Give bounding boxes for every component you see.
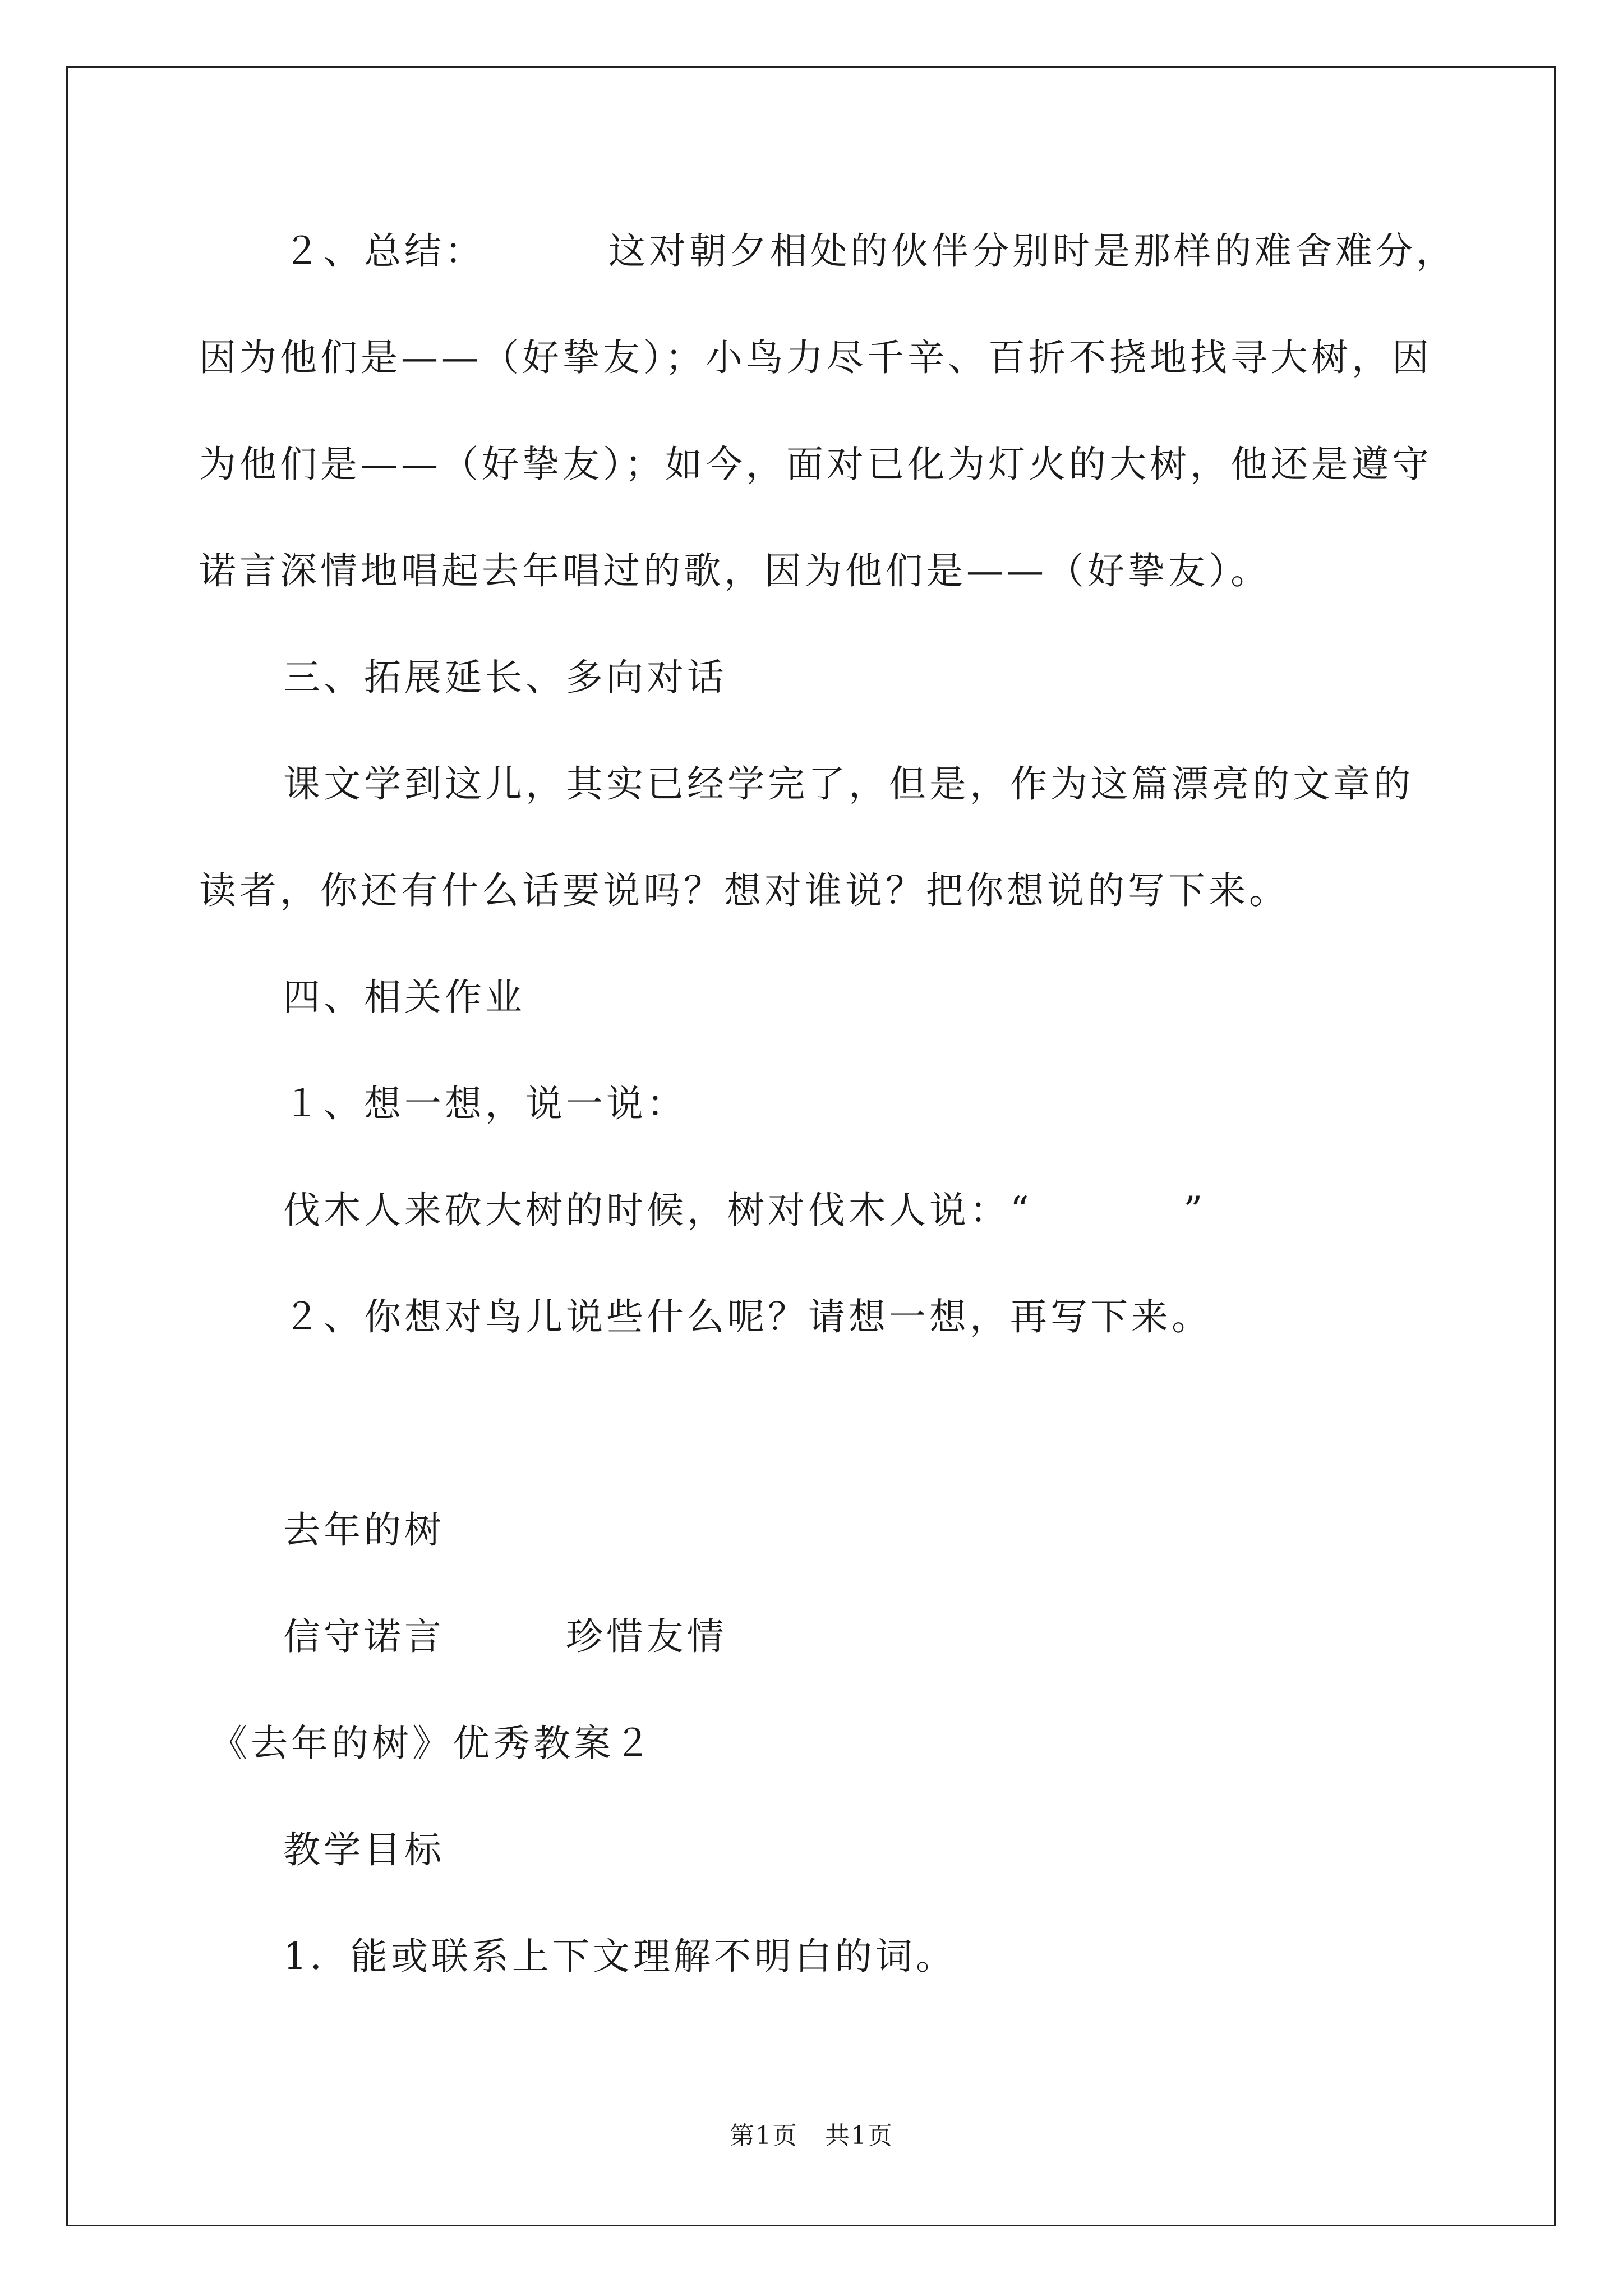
section-heading-extension: 三、拓展延长、多向对话 — [283, 656, 727, 699]
homework-item-1: １、想一想，说一说： — [283, 1082, 687, 1125]
board-points: 信守诺言 珍惜友情 — [283, 1615, 727, 1658]
board-title: 去年的树 — [283, 1508, 445, 1552]
homework-item-1-text: 伐木人来砍大树的时候，树对伐木人说：“ ” — [283, 1189, 1206, 1232]
summary-line-4: 诺言深情地唱起去年唱过的歌，因为他们是——（好挚友）。 — [199, 549, 1271, 592]
summary-line-1 — [283, 226, 1456, 277]
page-footer: 第1页 共1页 — [730, 2122, 893, 2150]
summary-text: 这对朝夕相处的伙伴分别时是那样的难舍难分， — [608, 229, 1456, 273]
document-2-title: 《去年的树》优秀教案２ — [210, 1722, 654, 1765]
section-heading-homework: 四、相关作业 — [283, 976, 525, 1019]
goals-heading: 教学目标 — [283, 1828, 445, 1871]
extension-paragraph-line-2: 读者，你还有什么话要说吗？想对谁说？把你想说的写下来。 — [199, 869, 1289, 912]
extension-paragraph-line-1: 课文学到这儿，其实已经学完了，但是，作为这篇漂亮的文章的 — [283, 762, 1414, 806]
goal-item-1: 1．能或联系上下文理解不明白的词。 — [283, 1935, 956, 1978]
homework-item-2: ２、你想对鸟儿说些什么呢？请想一想，再写下来。 — [283, 1295, 1212, 1338]
summary-line-3: 为他们是——（好挚友）；如今，面对已化为灯火的大树，他还是遵守 — [199, 443, 1432, 486]
summary-line-2: 因为他们是——（好挚友）；小鸟力尽千辛、百折不挠地找寻大树，因 — [199, 336, 1432, 379]
summary-label: ２、总结： — [283, 229, 485, 273]
page-border — [66, 66, 1556, 2226]
